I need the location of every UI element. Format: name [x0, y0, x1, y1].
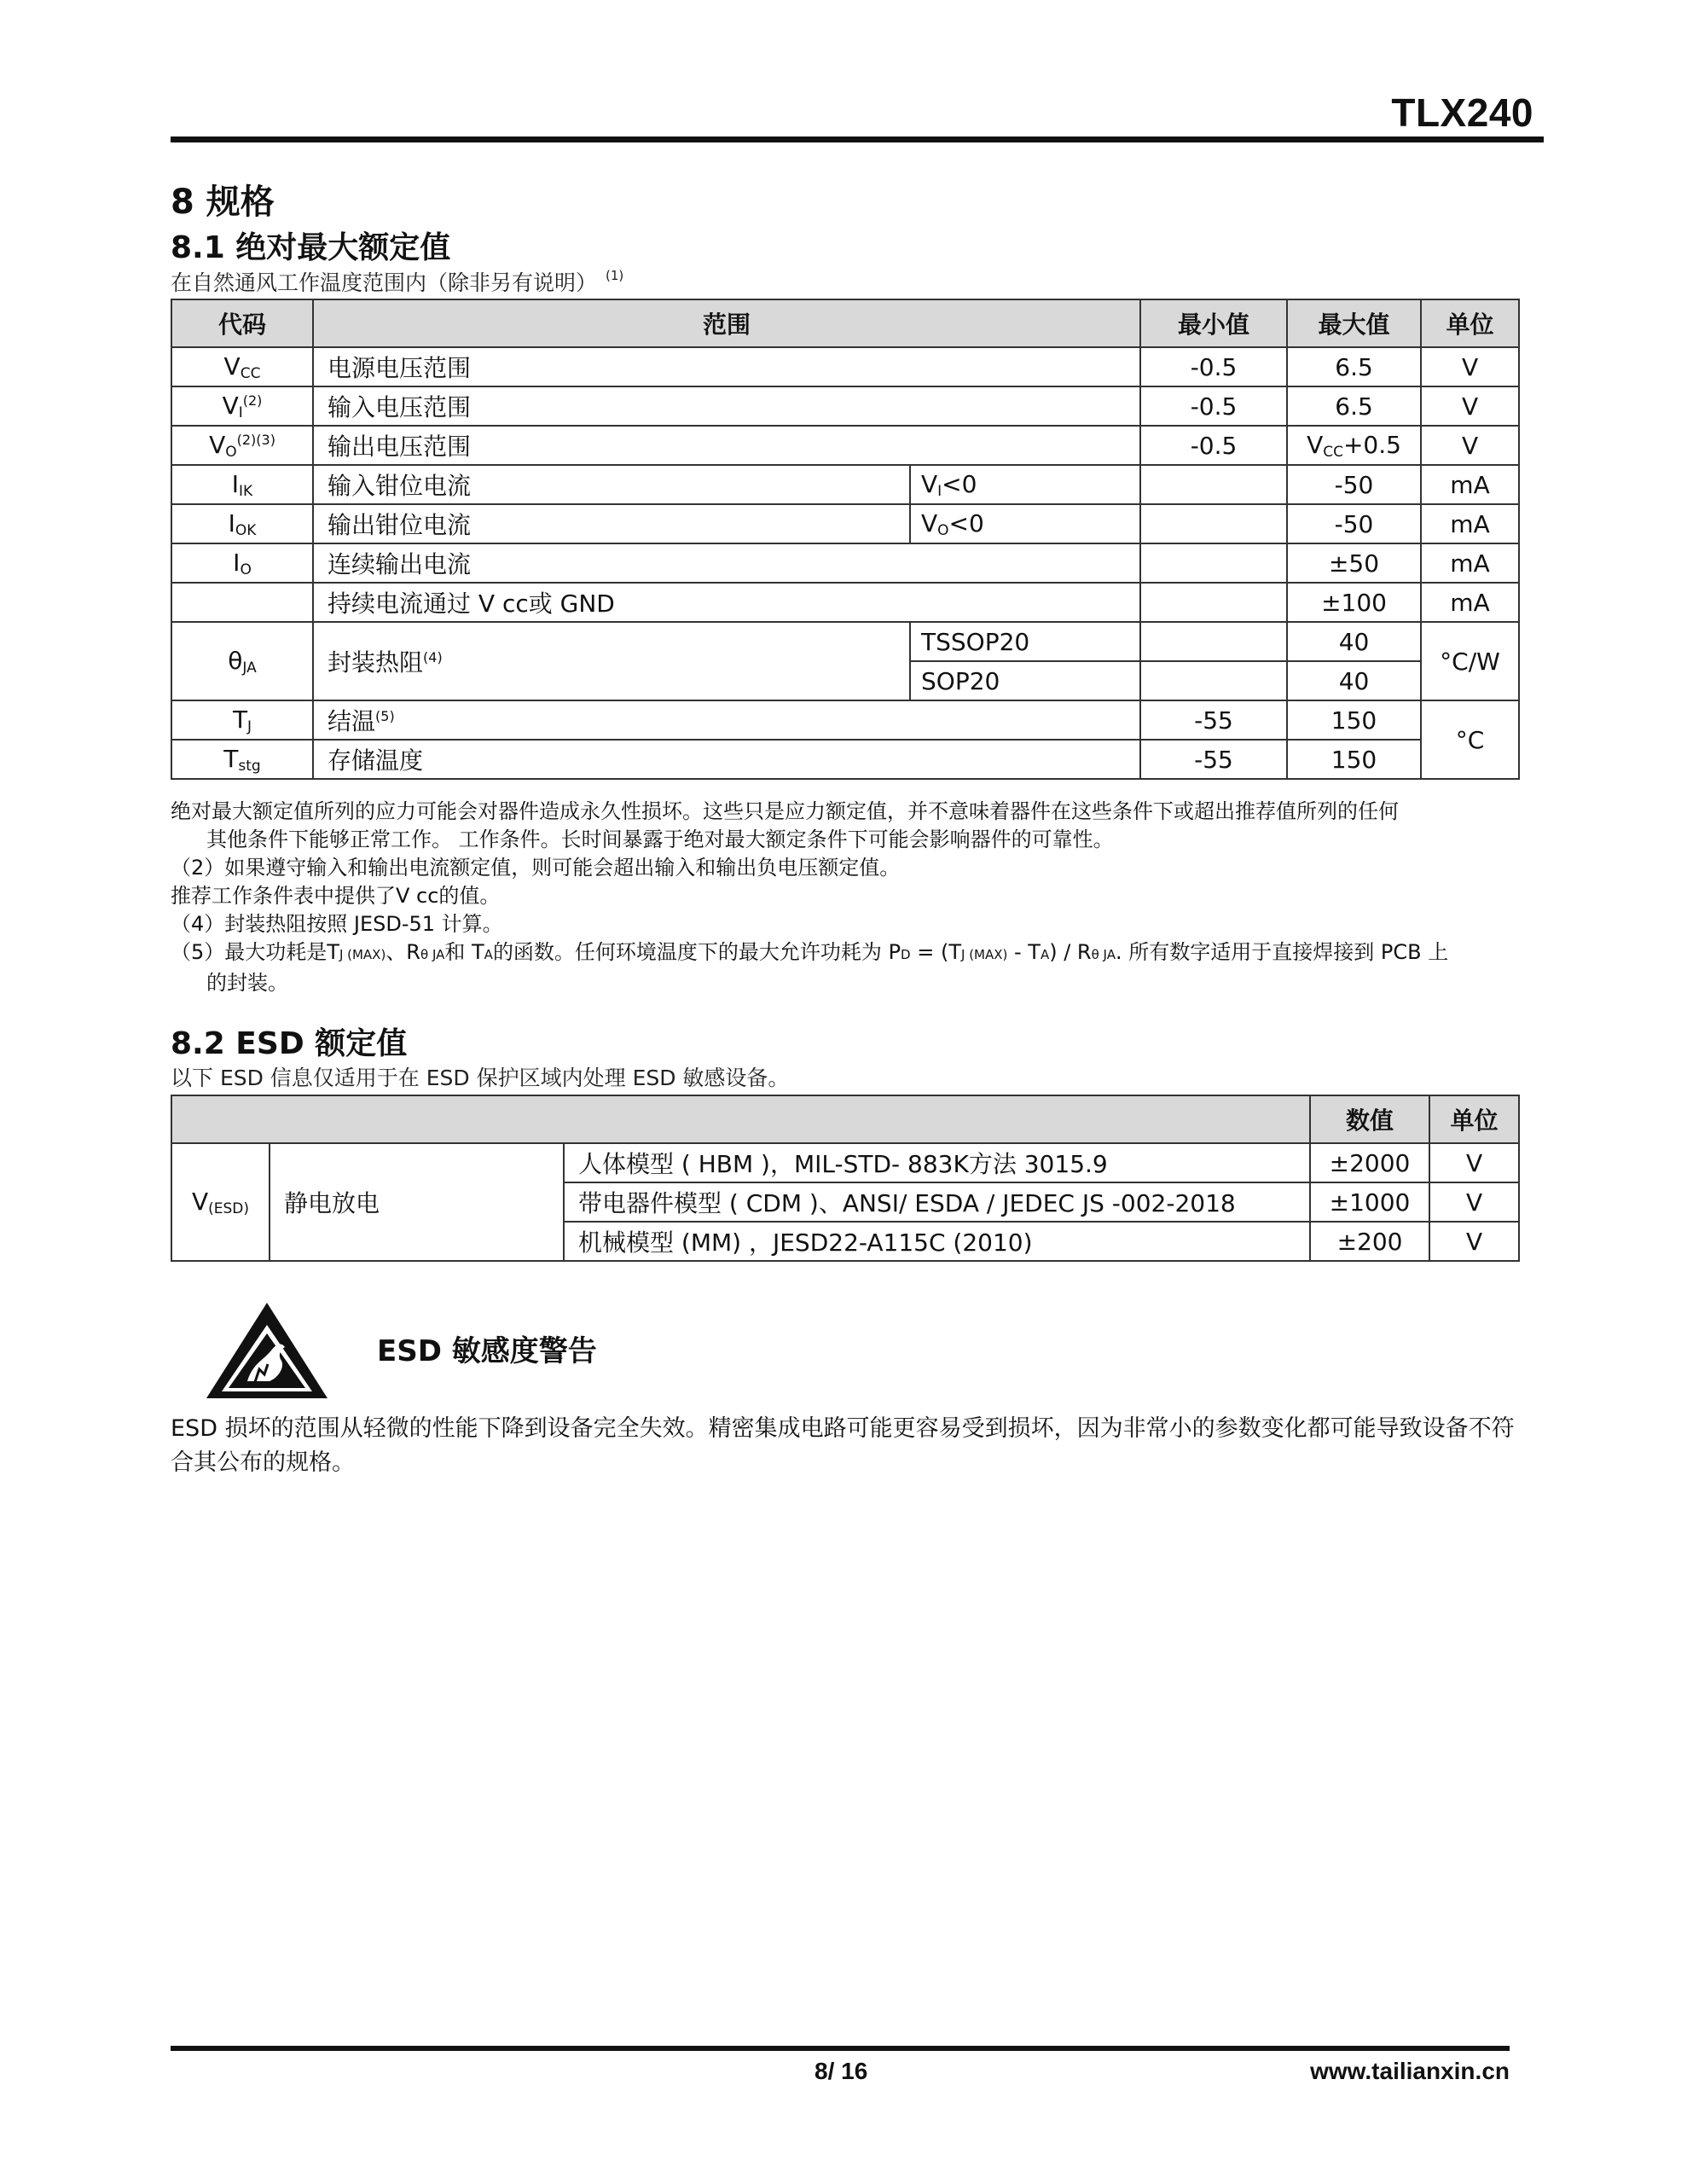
unit-cell: mA: [1421, 465, 1519, 504]
table-header-row: [171, 299, 1519, 347]
symbol-cell: $V_O^{(2)(3)}$: [171, 426, 313, 465]
unit-cell: mA: [1421, 583, 1519, 622]
min-cell: [1140, 504, 1287, 543]
package-cell: SOP20: [910, 661, 1140, 700]
col-header-value: 数值: [1310, 1095, 1429, 1143]
value-cell: ±1000: [1310, 1182, 1429, 1222]
col-header-unit: 单位: [1421, 299, 1519, 347]
page-number: 8/ 16: [815, 2058, 868, 2084]
esd-warning-title: ESD 敏感度警告: [377, 1334, 597, 1368]
unit-cell: °C/W: [1421, 622, 1519, 700]
model-cell: 人体模型 ( HBM )，MIL-STD- 883K方法 3015.9: [564, 1143, 1310, 1182]
table-row: [171, 1143, 1519, 1182]
esd-subtitle: 以下 ESD 信息仅适用于在 ESD 保护区域内处理 ESD 敏感设备。: [171, 1066, 790, 1090]
abs-max-table: [171, 299, 1520, 780]
table-row: [171, 543, 1519, 583]
symbol-cell: $I_O$: [171, 543, 313, 583]
symbol-cell: $V_I^{(2)}$: [171, 386, 313, 426]
table-row: [171, 583, 1519, 622]
footnote-1-cont: 其他条件下能够正常工作。 工作条件。长时间暴露于绝对最大额定条件下可能会影响器件的可靠性。: [206, 828, 1114, 851]
subsection-title-esd: 8.2 ESD 额定值: [171, 1026, 408, 1061]
esd-warning-icon: [203, 1299, 331, 1402]
symbol-cell: $V_{(ESD)}$: [171, 1143, 270, 1261]
description-cell: 输出钳位电流: [313, 504, 910, 543]
table-row: [171, 426, 1519, 465]
max-cell: 40: [1287, 661, 1421, 700]
footnote-3: 推荐工作条件表中提供了V cc的值。: [171, 884, 501, 908]
unit-cell: V: [1421, 347, 1519, 386]
max-cell: $V_{CC}+0.5$: [1287, 426, 1421, 465]
col-header-max: 最大值: [1287, 299, 1421, 347]
condition-cell: $V_O<0$: [910, 504, 1140, 543]
unit-cell: mA: [1421, 504, 1519, 543]
footnote-1: 绝对最大额定值所列的应力可能会对器件造成永久性损坏。这些只是应力额定值，并不意味着器件在这些条件下或超出推荐值所列的任何: [171, 799, 1399, 823]
min-cell: [1140, 622, 1287, 661]
abs-max-subtitle-note: (1): [606, 268, 624, 283]
description-cell: 电源电压范围: [313, 347, 1140, 386]
value-cell: ±2000: [1310, 1143, 1429, 1182]
min-cell: -55: [1140, 700, 1287, 740]
col-header-range: 范围: [313, 299, 1140, 347]
subsection-title-abs-max: 8.1 绝对最大额定值: [171, 230, 451, 265]
min-cell: [1140, 465, 1287, 504]
description-cell: 存储温度: [313, 740, 1140, 779]
symbol-cell: $\theta_{JA}$: [171, 622, 313, 700]
min-cell: [1140, 583, 1287, 622]
col-header-unit: 单位: [1429, 1095, 1519, 1143]
abs-max-subtitle-text: 在自然通风工作温度范围内（除非另有说明）: [171, 270, 598, 295]
min-cell: [1140, 661, 1287, 700]
footer-rule: [171, 2046, 1510, 2051]
description-cell: 封装热阻$^{(4)}$: [313, 622, 910, 700]
description-cell: 持续电流通过 V cc或 GND: [313, 583, 1140, 622]
symbol-cell: $V_{CC}$: [171, 347, 313, 386]
col-header-symbol: 代码: [171, 299, 313, 347]
col-header-blank: [171, 1095, 1310, 1143]
header-rule: [171, 136, 1544, 142]
website-url: www.tailianxin.cn: [1310, 2058, 1510, 2084]
unit-cell: V: [1421, 386, 1519, 426]
unit-cell: V: [1429, 1182, 1519, 1222]
model-cell: 机械模型 (MM) ，JESD22-A115C (2010): [564, 1222, 1310, 1261]
condition-cell: $V_I<0$: [910, 465, 1140, 504]
description-cell: 输入电压范围: [313, 386, 1140, 426]
min-cell: [1140, 543, 1287, 583]
description-cell: 静电放电: [270, 1143, 564, 1261]
document-title: TLX240: [1391, 90, 1533, 135]
min-cell: -55: [1140, 740, 1287, 779]
package-cell: TSSOP20: [910, 622, 1140, 661]
unit-cell: V: [1429, 1143, 1519, 1182]
description-cell: 输入钳位电流: [313, 465, 910, 504]
esd-warning-text: ESD 损坏的范围从轻微的性能下降到设备完全失效。精密集成电路可能更容易受到损坏，因为非常小的参数变化都可能导致设备不符合其公布的规格。: [171, 1415, 1515, 1476]
description-cell: 结温$^{(5)}$: [313, 700, 1140, 740]
description-cell: 连续输出电流: [313, 543, 1140, 583]
unit-cell: mA: [1421, 543, 1519, 583]
max-cell: ±50: [1287, 543, 1421, 583]
table-row: [171, 622, 1519, 661]
max-cell: 150: [1287, 700, 1421, 740]
max-cell: ±100: [1287, 583, 1421, 622]
table-row: [171, 465, 1519, 504]
max-cell: 6.5: [1287, 347, 1421, 386]
table-row: [171, 504, 1519, 543]
footnote-2: （2）如果遵守输入和输出电流额定值，则可能会超出输入和输出负电压额定值。: [171, 856, 901, 880]
min-cell: -0.5: [1140, 386, 1287, 426]
esd-table: [171, 1095, 1520, 1262]
symbol-cell: $T_J$: [171, 700, 313, 740]
table-row: [171, 386, 1519, 426]
table-row: [171, 740, 1519, 779]
table-header-row: [171, 1095, 1519, 1143]
symbol-cell: [171, 583, 313, 622]
model-cell: 带电器件模型 ( CDM )、ANSI/ ESDA / JEDEC JS -002-2018: [564, 1182, 1310, 1222]
max-cell: -50: [1287, 504, 1421, 543]
footnote-5-cont: 的封装。: [206, 971, 288, 995]
value-cell: ±200: [1310, 1222, 1429, 1261]
footnote-4: （4）封装热阻按照 JESD-51 计算。: [171, 912, 503, 936]
footnote-5: （5）最大功耗是TJ (MAX)、Rθ JA和 TA的函数。任何环境温度下的最大允许功耗为 PD = (TJ (MAX) - TA) / Rθ JA. 所有数字适用于直接焊接到 PCB 上: [171, 940, 1449, 964]
max-cell: 6.5: [1287, 386, 1421, 426]
symbol-cell: $I_{OK}$: [171, 504, 313, 543]
max-cell: 40: [1287, 622, 1421, 661]
description-cell: 输出电压范围: [313, 426, 1140, 465]
max-cell: -50: [1287, 465, 1421, 504]
unit-cell: °C: [1421, 700, 1519, 779]
unit-cell: V: [1421, 426, 1519, 465]
symbol-cell: $T_{stg}$: [171, 740, 313, 779]
min-cell: -0.5: [1140, 347, 1287, 386]
abs-max-footnotes: [171, 798, 1518, 997]
symbol-cell: $I_{IK}$: [171, 465, 313, 504]
unit-cell: V: [1429, 1222, 1519, 1261]
table-row: [171, 700, 1519, 740]
max-cell: 150: [1287, 740, 1421, 779]
min-cell: -0.5: [1140, 426, 1287, 465]
col-header-min: 最小值: [1140, 299, 1287, 347]
abs-max-subtitle: [171, 266, 623, 297]
section-title: 8 规格: [171, 183, 275, 222]
table-row: [171, 347, 1519, 386]
